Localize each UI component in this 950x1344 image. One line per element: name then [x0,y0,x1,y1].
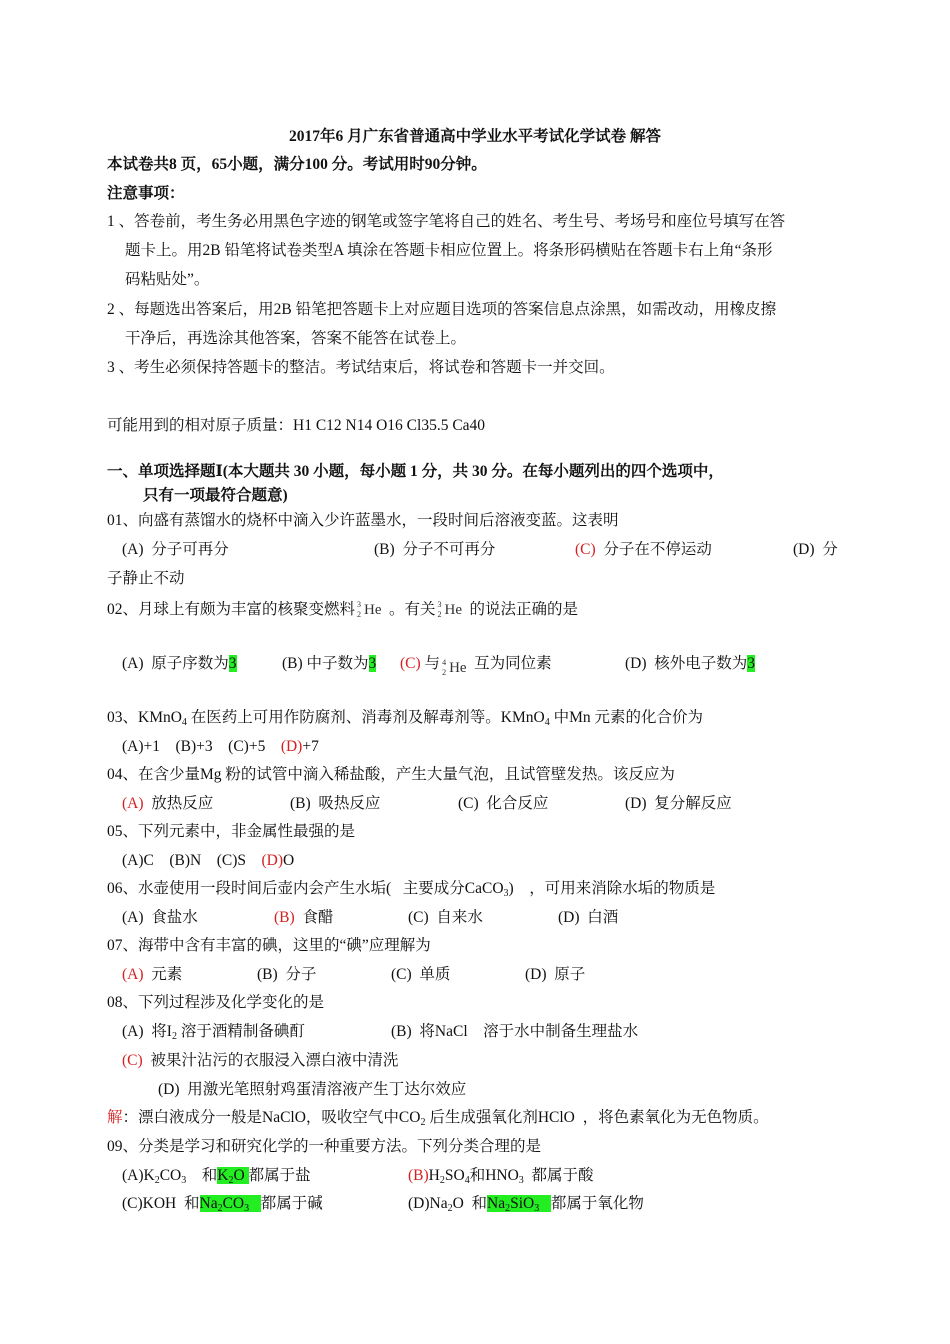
notice-1-line-1: 1 、答卷前，考生务必用黑色字迹的钢笔或签字笔将自己的姓名、考生号、考场号和座位号填写在答 [107,213,786,230]
q04-stem: 04、在含少量Mg 粉的试管中滴入稀盐酸，产生大量气泡，且试管壁发热。该反应为 [107,766,675,783]
exam-intro: 本试卷共8 页，65小题，满分100 分。考试用时90分钟。 [107,156,487,173]
solution-label: 解 [107,1109,123,1126]
q09-highlight-na2sio3: $Na_2SiO_3$ [487,1195,551,1212]
notice-3-line-1: 3 、考生必须保持答题卡的整洁。考试结束后，将试卷和答题卡一并交回。 [107,359,615,376]
q06-option-c: (C) 自来水 [408,909,483,926]
q06-option-b-answer: (B) 食醋 [274,909,334,926]
q09-highlight-na2co3: $Na_2CO_3$ [200,1195,261,1212]
q03-options: (A)+1 (B)+3 (C)+5 (D)+7 [122,738,319,755]
q01-option-a: (A) 分子可再分 [122,541,229,558]
q05-options: (A)C (B)N (C)S (D)O [122,852,295,869]
q01-stem: 01、向盛有蒸馏水的烧杯中滴入少许蓝墨水，一段时间后溶液变蓝。这表明 [107,512,619,529]
section-heading-line-1: 一、单项选择题Ⅰ(本大题共 30 小题，每小题 1 分，共 30 分。在每小题列出的四个选项中， [107,463,724,480]
q04-option-a-answer: (A) 放热反应 [122,795,214,812]
atomic-masses: 可能用到的相对原子质量：H1 C12 N14 O16 Cl35.5 Ca40 [107,417,486,434]
q07-option-c: (C) 单质 [391,966,451,983]
notice-2-line-1: 2 、每题选出答案后，用2B 铅笔把答题卡上对应题目选项的答案信息点涂黑，如需改动，用橡皮擦 [107,301,777,318]
q08-option-a: (A) 将$I_2$ 溶于酒精制备碘酊 [122,1023,305,1042]
q07-option-d: (D) 原子 [525,966,586,983]
helium-3-isotope-symbol: 3 2 He [357,600,382,619]
q04-option-b: (B) 吸热反应 [290,795,381,812]
q08-option-d: (D) 用激光笔照射鸡蛋清溶液产生丁达尔效应 [158,1081,467,1098]
page-title: 2017年6 月广东省普通高中学业水平考试化学试卷 解答 [288,128,661,145]
q04-option-d: (D) 复分解反应 [625,795,732,812]
q07-stem: 07、海带中含有丰富的碘，这里的“碘”应理解为 [107,937,431,954]
q02-option-a: (A) 原子序数为3 [122,655,237,672]
q08-option-c-answer: (C) 被果汁沾污的衣服浸入漂白液中清洗 [122,1052,399,1069]
q09-option-a: $(A)K_2CO_3$ 和$K_2O$ 都属于盐 [122,1167,311,1186]
q07-option-a-answer: (A) 元素 [122,966,183,983]
q02-option-b: (B) 中子数为3 [282,655,377,672]
notice-2-line-2: 干净后，再选涂其他答案，答案不能答在试卷上。 [125,330,467,347]
q06-option-d: (D) 白酒 [558,909,619,926]
q01-option-b: (B) 分子不可再分 [374,541,496,558]
q02-option-c-answer: (C) 与 4 2 He 互为同位素 [400,654,552,680]
notice-1-line-2: 题卡上。用2B 铅笔将试卷类型A 填涂在答题卡相应位置上。将条形码横贴在答题卡右上角“条形 [125,242,773,259]
q09-stem: 09、分类是学习和研究化学的一种重要方法。下列分类合理的是 [107,1138,542,1155]
q01-option-d: (D) 分 [793,541,838,558]
q08-option-b: (B) 将NaCl 溶于水中制备生理盐水 [391,1023,639,1040]
q08-stem: 08、下列过程涉及化学变化的是 [107,994,325,1011]
q04-option-c: (C) 化合反应 [458,795,549,812]
helium-3-isotope-symbol-2: 3 2 He [437,600,463,619]
q01-option-d-continued: 子静止不动 [107,570,185,587]
q05-answer-label: (D) [261,852,284,869]
q07-option-b: (B) 分子 [257,966,317,983]
notice-1-line-3: 码粘贴处”。 [125,271,210,288]
section-heading-line-2: 只有一项最符合题意) [143,487,288,504]
q09-option-b-answer: $(B)H_2SO_4$和$HNO_3$ 都属于酸 [408,1167,594,1186]
q02-stem: 02、月球上有颇为丰富的核聚变燃料 3 2 He 。有关 3 2 He 的说法正确的是 [107,598,578,622]
q09-highlight-k2o: $K_2O$ [217,1167,249,1186]
q09-option-c: (C)KOH 和$Na_2CO_3$ 都属于碱 [122,1195,323,1214]
helium-4-isotope-symbol: 4 2 He [442,658,467,677]
q06-option-a: (A) 食盐水 [122,909,198,926]
notice-heading: 注意事项： [107,185,185,202]
q09-option-d: $(D)Na_2O$ 和$Na_2SiO_3$ 都属于氧化物 [408,1195,644,1214]
q08-solution: 解：漂白液成分一般是NaClO，吸收空气中$CO_2$ 后生成强氧化剂HClO ，将色素氧化为无色物质。 [107,1109,769,1128]
q01-option-c-answer: (C) 分子在不停运动 [575,541,712,558]
q06-stem: 06、水壶使用一段时间后壶内会产生水垢( 主要成分CaCO$_3$) ，可用来消除水垢的物质是 [107,880,716,899]
q03-stem: 03、KMnO$_4$ 在医药上可用作防腐剂、消毒剂及解毒剂等。KMnO$_4$ 中Mn 元素的化合价为 [107,709,704,728]
q02-option-d: (D) 核外电子数为3 [625,655,756,672]
q03-answer-label: (D) [280,738,303,755]
q05-stem: 05、下列元素中，非金属性最强的是 [107,823,356,840]
